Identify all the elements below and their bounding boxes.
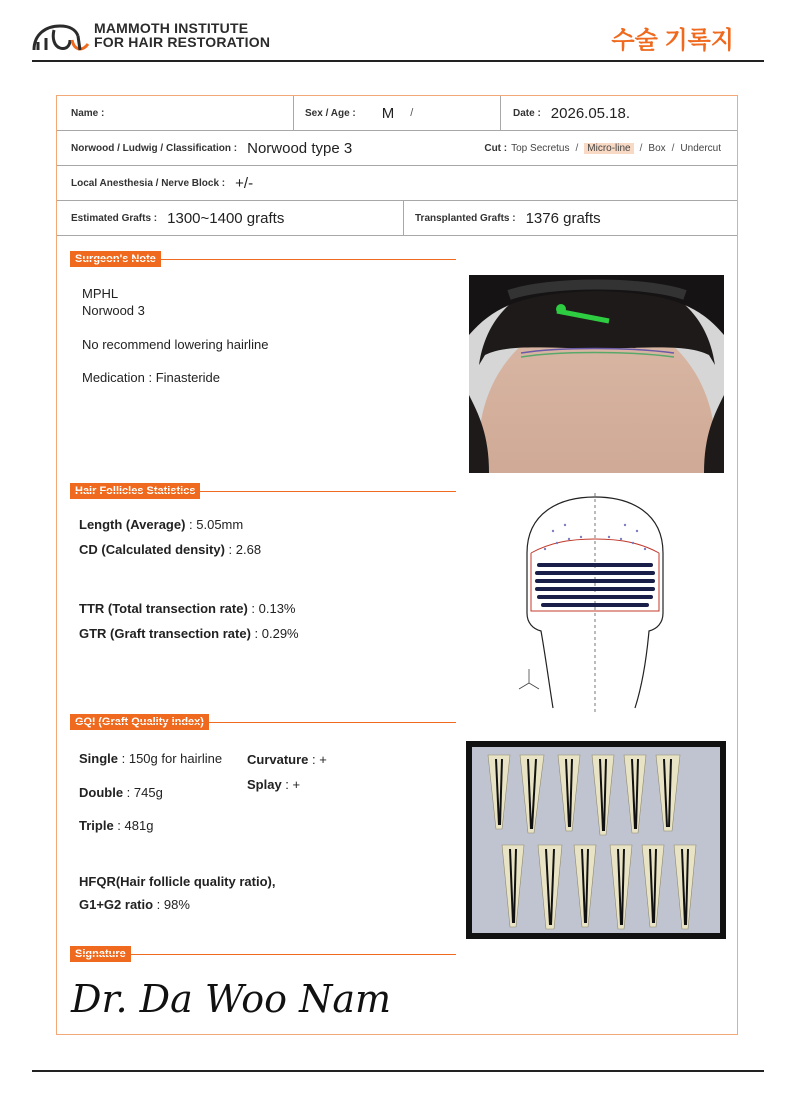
- anesthesia-label: Local Anesthesia / Nerve Block :: [71, 177, 226, 189]
- curvature-value: : +: [308, 752, 327, 767]
- splay-value: : +: [281, 777, 301, 792]
- section-rule: [70, 259, 456, 260]
- date-field[interactable]: [513, 96, 630, 130]
- donor-map-diagram: [509, 493, 669, 713]
- gtr-stat: [79, 626, 299, 641]
- g1g2-value: : 98%: [153, 897, 190, 912]
- length-stat: [79, 517, 243, 532]
- note-line-4: Medication : Finasteride: [82, 370, 221, 385]
- estimated-grafts-value: 1300~1400 grafts: [167, 209, 285, 227]
- classification-field[interactable]: [71, 131, 352, 165]
- section-rule: [70, 491, 456, 492]
- hairline-photo: [469, 275, 724, 473]
- transplanted-grafts-value: 1376 grafts: [525, 209, 601, 227]
- record-form: [56, 95, 738, 1035]
- organization-name: [94, 21, 270, 49]
- mammoth-logo-icon: [32, 20, 92, 56]
- gqi-heading: GQI (Graft Quality index): [70, 714, 209, 730]
- splay-label: Splay: [247, 777, 282, 792]
- follicle-stats-heading: Hair Follicles Statistics: [70, 483, 200, 499]
- name-label: Name :: [71, 107, 105, 119]
- double-label: Double: [79, 785, 124, 800]
- transplanted-grafts-field[interactable]: [415, 201, 601, 235]
- single-label: Single: [79, 751, 119, 766]
- divider: [403, 201, 404, 235]
- cd-label: CD (Calculated density): [79, 542, 225, 557]
- estimated-grafts-label: Estimated Grafts :: [71, 212, 158, 224]
- name-field[interactable]: [71, 96, 114, 130]
- triple-value: : 481g: [113, 818, 154, 833]
- classification-label: Norwood / Ludwig / Classification :: [71, 142, 238, 154]
- row-name-sex-date: [57, 96, 737, 131]
- single-value: : 150g for hairline: [118, 751, 223, 766]
- sex-age-label: Sex / Age :: [305, 107, 356, 119]
- cd-stat: [79, 542, 261, 557]
- transplanted-grafts-label: Transplanted Grafts :: [415, 212, 516, 224]
- length-value: : 5.05mm: [185, 517, 244, 532]
- note-line-1: MPHL: [82, 286, 119, 301]
- graft-microscope-photo: [466, 741, 726, 939]
- signature-text: Dr. Da Woo Nam: [71, 977, 392, 1021]
- gtr-label: GTR (Graft transection rate): [79, 626, 251, 641]
- cd-value: : 2.68: [224, 542, 262, 557]
- hfqr-label: HFQR(Hair follicle quality ratio),: [79, 874, 276, 889]
- curvature-stat: [247, 752, 327, 767]
- divider: [293, 96, 294, 130]
- curvature-label: Curvature: [247, 752, 309, 767]
- note-line-2: Norwood 3: [82, 303, 145, 318]
- sex-age-separator: /: [410, 107, 414, 119]
- classification-value: Norwood type 3: [247, 139, 353, 157]
- document-title: 수술 기록지: [611, 27, 734, 54]
- cut-option-undercut[interactable]: Undercut: [680, 142, 721, 154]
- sex-value: M: [381, 104, 395, 122]
- ttr-value: : 0.13%: [247, 601, 296, 616]
- date-value: 2026.05.18.: [550, 104, 631, 122]
- cut-options: Cut : Top Secretus / Micro-line / Box / Undercut: [484, 142, 721, 154]
- sex-age-field[interactable]: [305, 96, 423, 130]
- signature-heading: Signature: [70, 946, 131, 962]
- footer-rule: [32, 1070, 764, 1072]
- length-label: Length (Average): [79, 517, 186, 532]
- section-rule: [70, 722, 456, 723]
- anesthesia-value: +/-: [235, 174, 254, 192]
- cut-option-top-secretus[interactable]: Top Secretus: [511, 142, 570, 154]
- divider: [500, 96, 501, 130]
- triple-label: Triple: [79, 818, 114, 833]
- estimated-grafts-field[interactable]: [71, 201, 284, 235]
- anesthesia-field[interactable]: [71, 166, 253, 200]
- ttr-label: TTR (Total transection rate): [79, 601, 248, 616]
- double-value: : 745g: [123, 785, 163, 800]
- org-line-2: FOR HAIR RESTORATION: [94, 34, 271, 50]
- surgeons-note-heading: Surgeon's Note: [70, 251, 161, 267]
- splay-stat: [247, 777, 300, 792]
- cut-label: Cut :: [484, 142, 508, 154]
- cut-option-micro-line[interactable]: Micro-line: [584, 143, 633, 154]
- cut-option-box[interactable]: Box: [648, 142, 666, 154]
- triple-stat: [79, 818, 153, 833]
- signature-image: [67, 968, 447, 1026]
- date-label: Date :: [513, 107, 541, 119]
- ttr-stat: [79, 601, 295, 616]
- row-anesthesia: [57, 166, 737, 201]
- section-rule: [70, 954, 456, 955]
- double-stat: [79, 785, 163, 800]
- org-line-1: MAMMOTH INSTITUTE: [94, 20, 249, 36]
- gtr-value: : 0.29%: [250, 626, 299, 641]
- g1g2-stat: [79, 897, 190, 912]
- g1g2-label: G1+G2 ratio: [79, 897, 154, 912]
- row-grafts: [57, 201, 737, 236]
- single-stat: [79, 751, 222, 766]
- note-line-3: No recommend lowering hairline: [82, 337, 269, 352]
- page-header: [32, 14, 764, 62]
- row-classification-cut: [57, 131, 737, 166]
- hfqr-stat: [79, 874, 275, 889]
